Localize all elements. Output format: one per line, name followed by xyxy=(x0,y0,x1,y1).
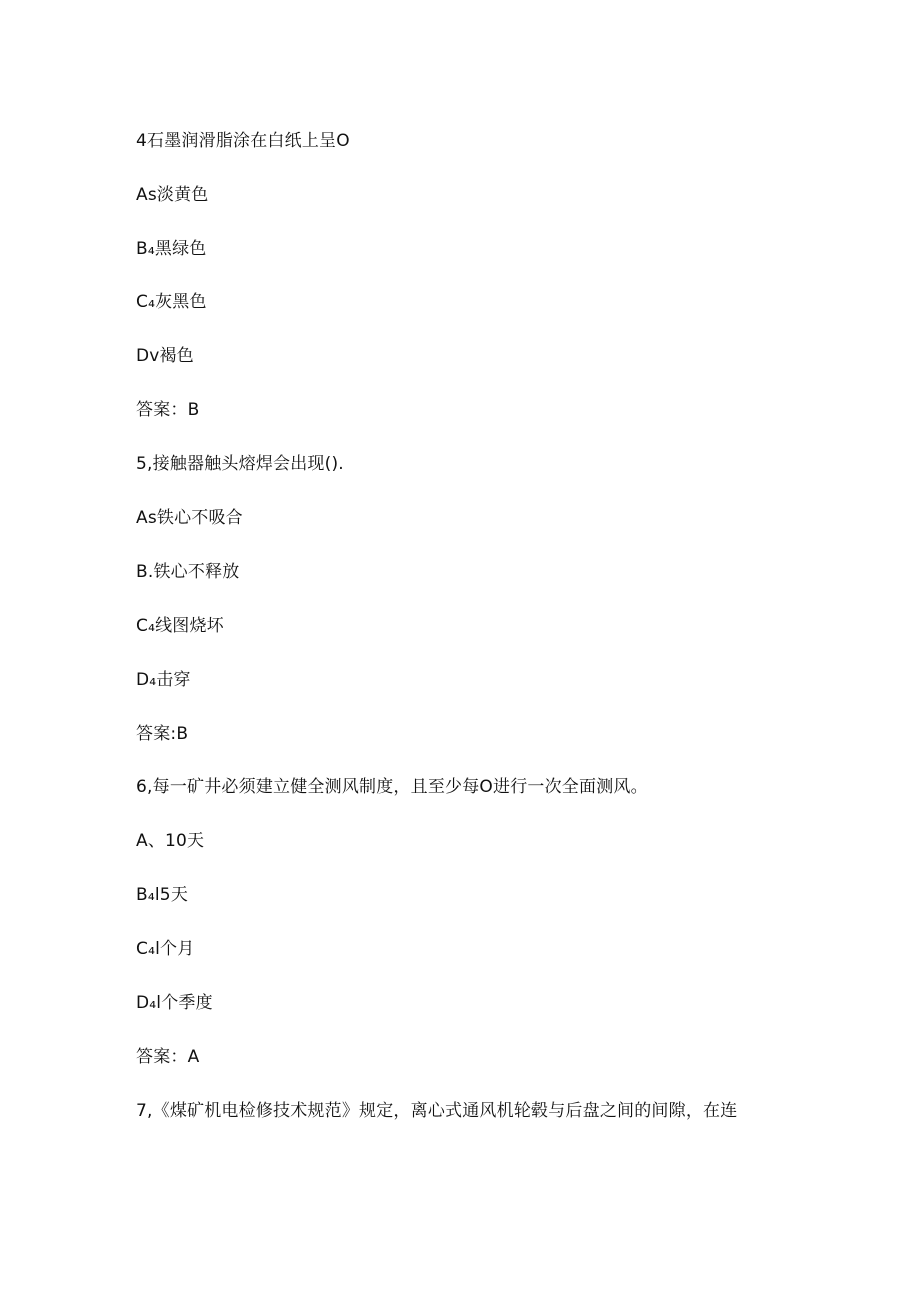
question-6-option-a: A、10天 xyxy=(136,831,205,851)
question-5-option-a: As铁心不吸合 xyxy=(136,508,243,528)
question-4-option-c: C₄灰黑色 xyxy=(136,292,207,312)
question-6-option-d: D₄l个季度 xyxy=(136,993,213,1013)
question-7-stem: 7,《煤矿机电检修技术规范》规定，离心式通风机轮毂与后盘之间的间隙，在连 xyxy=(136,1101,738,1121)
question-6-option-c: C₄l个月 xyxy=(136,939,195,959)
question-4-option-a: As淡黄色 xyxy=(136,185,209,205)
question-4-option-b: B₄黑绿色 xyxy=(136,239,207,259)
question-6-option-b: B₄l5天 xyxy=(136,885,189,905)
question-4-option-d: Dv褐色 xyxy=(136,346,194,366)
question-5-option-d: D₄击穿 xyxy=(136,670,191,690)
question-4-stem: 4石墨润滑脂涂在白纸上呈O xyxy=(136,131,350,151)
question-5-option-c: C₄线图烧坏 xyxy=(136,616,224,636)
question-5-answer: 答案:B xyxy=(136,724,189,744)
question-5-option-b: B.铁心不释放 xyxy=(136,562,240,582)
question-6-answer: 答案：A xyxy=(136,1047,200,1067)
question-5-stem: 5,接触器触头熔焊会出现(). xyxy=(136,454,344,474)
question-6-stem: 6,每一矿井必须建立健全测风制度，且至少每O进行一次全面测风。 xyxy=(136,777,648,797)
question-4-answer: 答案：B xyxy=(136,400,200,420)
